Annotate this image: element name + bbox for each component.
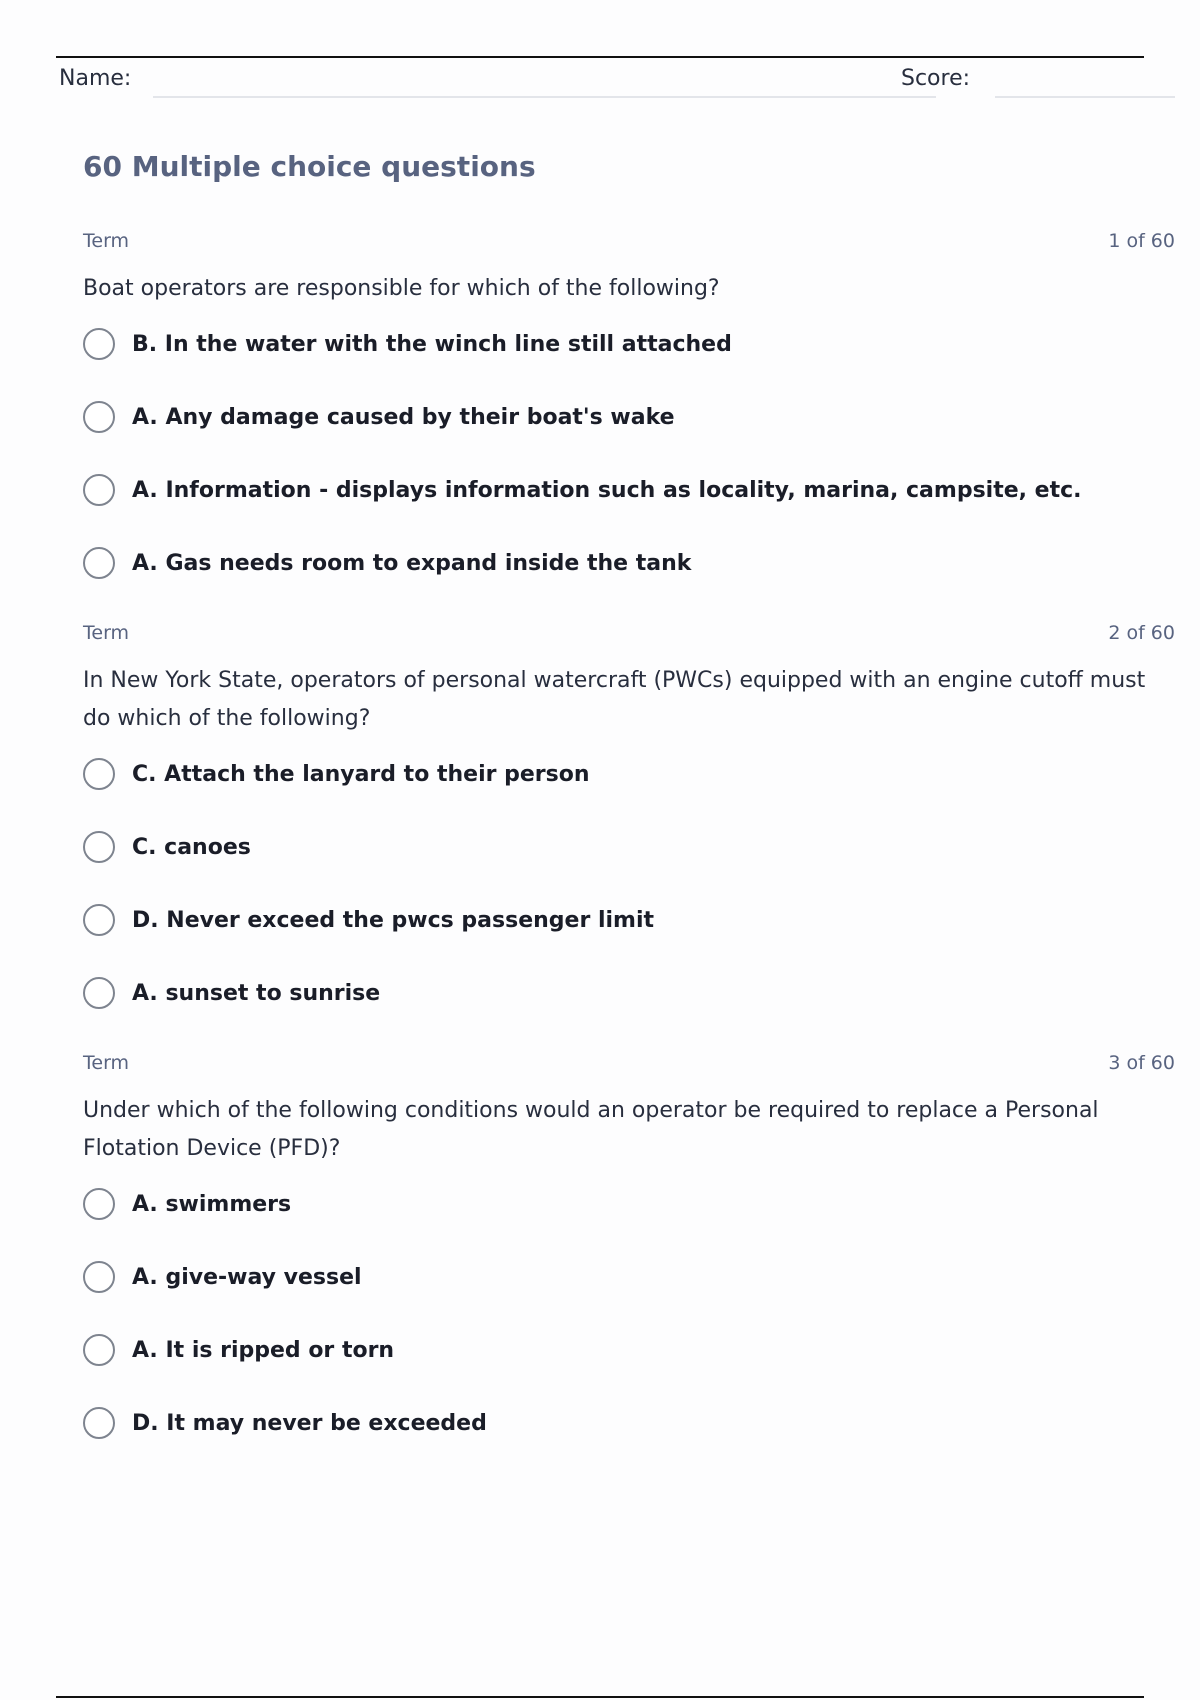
option-label: D. It may never be exceeded [132, 1411, 487, 1436]
question-3 [83, 1052, 1175, 1480]
option-label: C. Attach the lanyard to their person [132, 762, 590, 787]
options-list [83, 328, 1175, 583]
radio-button[interactable] [83, 1334, 115, 1366]
option-label: D. Never exceed the pwcs passenger limit [132, 908, 655, 933]
term-label: Term [83, 622, 130, 644]
radio-button[interactable] [83, 1188, 115, 1220]
term-label: Term [83, 1052, 130, 1074]
radio-button[interactable] [83, 1261, 115, 1293]
question-1 [83, 230, 1175, 620]
option[interactable] [83, 904, 1175, 940]
option-label: A. Any damage caused by their boat's wake [132, 405, 675, 430]
question-counter: 1 of 60 [1108, 230, 1175, 252]
option[interactable] [83, 1334, 1175, 1370]
radio-button[interactable] [83, 904, 115, 936]
option[interactable] [83, 1188, 1175, 1224]
question-counter: 3 of 60 [1108, 1052, 1175, 1074]
question-meta [83, 230, 1175, 256]
option-label: A. give-way vessel [132, 1265, 362, 1290]
radio-button[interactable] [83, 547, 115, 579]
options-list [83, 758, 1175, 1013]
option-label: A. Information - displays information such as locality, marina, campsite, etc. [132, 478, 1082, 503]
radio-button[interactable] [83, 474, 115, 506]
question-2 [83, 622, 1175, 1050]
option-label: A. swimmers [132, 1192, 292, 1217]
option[interactable] [83, 547, 1175, 583]
header-row [59, 66, 1179, 106]
option[interactable] [83, 1407, 1175, 1443]
score-input-line[interactable] [995, 96, 1175, 98]
option[interactable] [83, 474, 1175, 510]
question-meta [83, 1052, 1175, 1078]
term-label: Term [83, 230, 130, 252]
option[interactable] [83, 328, 1175, 364]
option-label: A. sunset to sunrise [132, 981, 381, 1006]
question-text: Under which of the following conditions would an operator be required to replace a Personal Flotation Device (PFD)? [83, 1098, 1099, 1161]
option-label: C. canoes [132, 835, 251, 860]
option[interactable] [83, 831, 1175, 867]
top-rule [56, 56, 1144, 58]
radio-button[interactable] [83, 328, 115, 360]
name-label: Name: [59, 66, 132, 91]
bottom-rule [56, 1696, 1144, 1698]
options-list [83, 1188, 1175, 1443]
radio-button[interactable] [83, 401, 115, 433]
name-input-line[interactable] [153, 96, 936, 98]
radio-button[interactable] [83, 977, 115, 1009]
question-counter: 2 of 60 [1108, 622, 1175, 644]
option[interactable] [83, 758, 1175, 794]
radio-button[interactable] [83, 758, 115, 790]
question-text: Boat operators are responsible for which of the following? [83, 276, 720, 301]
score-label: Score: [901, 66, 971, 91]
option[interactable] [83, 977, 1175, 1013]
radio-button[interactable] [83, 1407, 115, 1439]
question-meta [83, 622, 1175, 648]
radio-button[interactable] [83, 831, 115, 863]
option-label: A. Gas needs room to expand inside the tank [132, 551, 692, 576]
question-text: In New York State, operators of personal watercraft (PWCs) equipped with an engine cutoff must do which of the following? [83, 668, 1146, 731]
option[interactable] [83, 401, 1175, 437]
option[interactable] [83, 1261, 1175, 1297]
page-title: 60 Multiple choice questions [83, 150, 536, 183]
option-label: B. In the water with the winch line still attached [132, 332, 732, 357]
option-label: A. It is ripped or torn [132, 1338, 395, 1363]
